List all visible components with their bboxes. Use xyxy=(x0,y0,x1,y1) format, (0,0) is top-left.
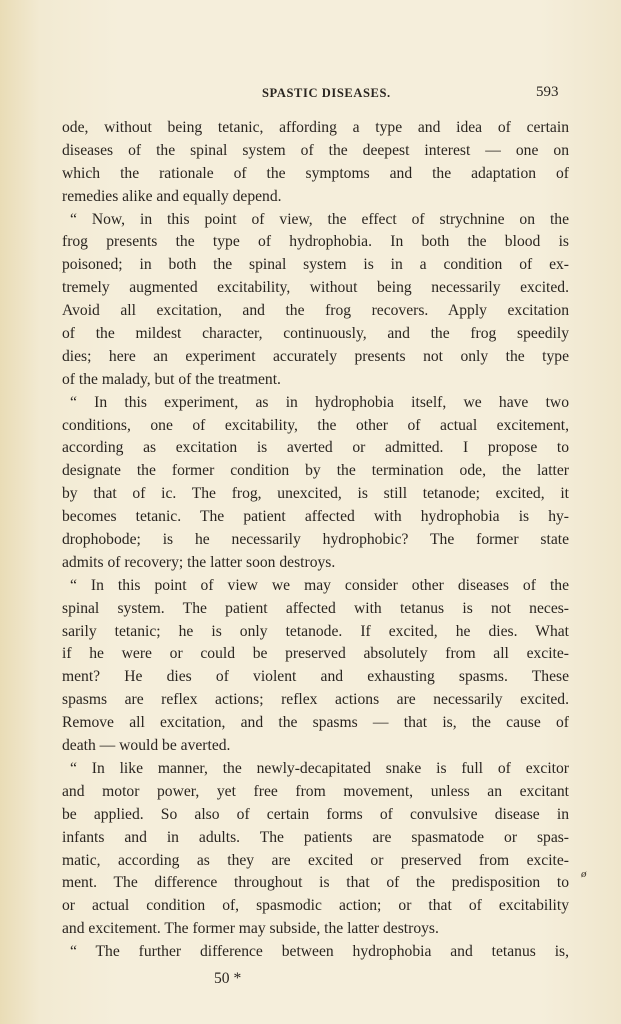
signature-mark: 50 * xyxy=(214,970,242,987)
text-line: which the rationale of the symptoms and the adaptation of xyxy=(62,164,569,182)
text-line: diseases of the spinal system of the deepest interest — one on xyxy=(62,141,569,159)
text-line: “ In this point of view we may consider other diseases of the xyxy=(70,576,569,594)
text-line: frog presents the type of hydrophobia. In both the blood is xyxy=(62,233,569,251)
text-line: death — would be averted. xyxy=(62,737,231,755)
text-line: becomes tetanic. The patient affected with hydrophobia is hy- xyxy=(62,508,569,526)
margin-mark: ø xyxy=(581,868,587,880)
text-line: if he were or could be preserved absolutely from all excite- xyxy=(62,645,569,663)
text-line: according as excitation is averted or admitted. I propose to xyxy=(62,439,569,457)
text-line: poisoned; in both the spinal system is in a condition of ex- xyxy=(62,256,569,274)
text-line: “ In like manner, the newly-decapitated snake is full of excitor xyxy=(70,759,569,777)
text-line: “ Now, in this point of view, the effect of strychnine on the xyxy=(70,210,569,228)
text-line: and motor power, yet free from movement, unless an excitant xyxy=(62,782,569,800)
text-line: conditions, one of excitability, the other of actual excitement, xyxy=(62,416,569,434)
body-text xyxy=(62,117,569,964)
text-line: tremely augmented excitability, without being necessarily excited. xyxy=(62,279,569,297)
text-line: Avoid all excitation, and the frog recovers. Apply excitation xyxy=(62,302,569,320)
text-line: by that of ic. The frog, unexcited, is still tetanode; excited, it xyxy=(62,485,569,503)
text-line: “ In this experiment, as in hydrophobia itself, we have two xyxy=(70,393,569,411)
text-line: designate the former condition by the termination ode, the latter xyxy=(62,462,569,480)
text-line: matic, according as they are excited or preserved from excite- xyxy=(62,851,569,869)
running-title: SPASTIC DISEASES. xyxy=(262,86,391,100)
text-line: and excitement. The former may subside, the latter destroys. xyxy=(62,920,439,938)
text-line: sarily tetanic; he is only tetanode. If excited, he dies. What xyxy=(62,622,569,640)
text-line: ment? He dies of violent and exhausting spasms. These xyxy=(62,668,569,686)
text-line: ment. The difference throughout is that of the predisposition to xyxy=(62,874,569,892)
text-line: Remove all excitation, and the spasms — that is, the cause of xyxy=(62,714,569,732)
text-line: spasms are reflex actions; reflex actions are necessarily excited. xyxy=(62,691,569,709)
text-line: of the mildest character, continuously, and the frog speedily xyxy=(62,325,569,343)
text-line: or actual condition of, spasmodic action; or that of excitability xyxy=(62,897,569,915)
text-line: drophobode; is he necessarily hydrophobic? The former state xyxy=(62,531,569,549)
text-line: spinal system. The patient affected with tetanus is not neces- xyxy=(62,599,569,617)
text-line: admits of recovery; the latter soon destroys. xyxy=(62,553,336,571)
page-header xyxy=(0,84,621,106)
text-line: infants and in adults. The patients are spasmatode or spas- xyxy=(62,828,569,846)
text-line: “ The further difference between hydrophobia and tetanus is, xyxy=(70,943,569,961)
text-line: of the malady, but of the treatment. xyxy=(62,370,281,388)
text-line: dies; here an experiment accurately presents not only the type xyxy=(62,347,569,365)
text-line: ode, without being tetanic, affording a type and idea of certain xyxy=(62,119,569,136)
text-line: be applied. So also of certain forms of convulsive disease in xyxy=(62,805,569,823)
text-line: remedies alike and equally depend. xyxy=(62,187,282,205)
page-number: 593 xyxy=(536,84,559,100)
